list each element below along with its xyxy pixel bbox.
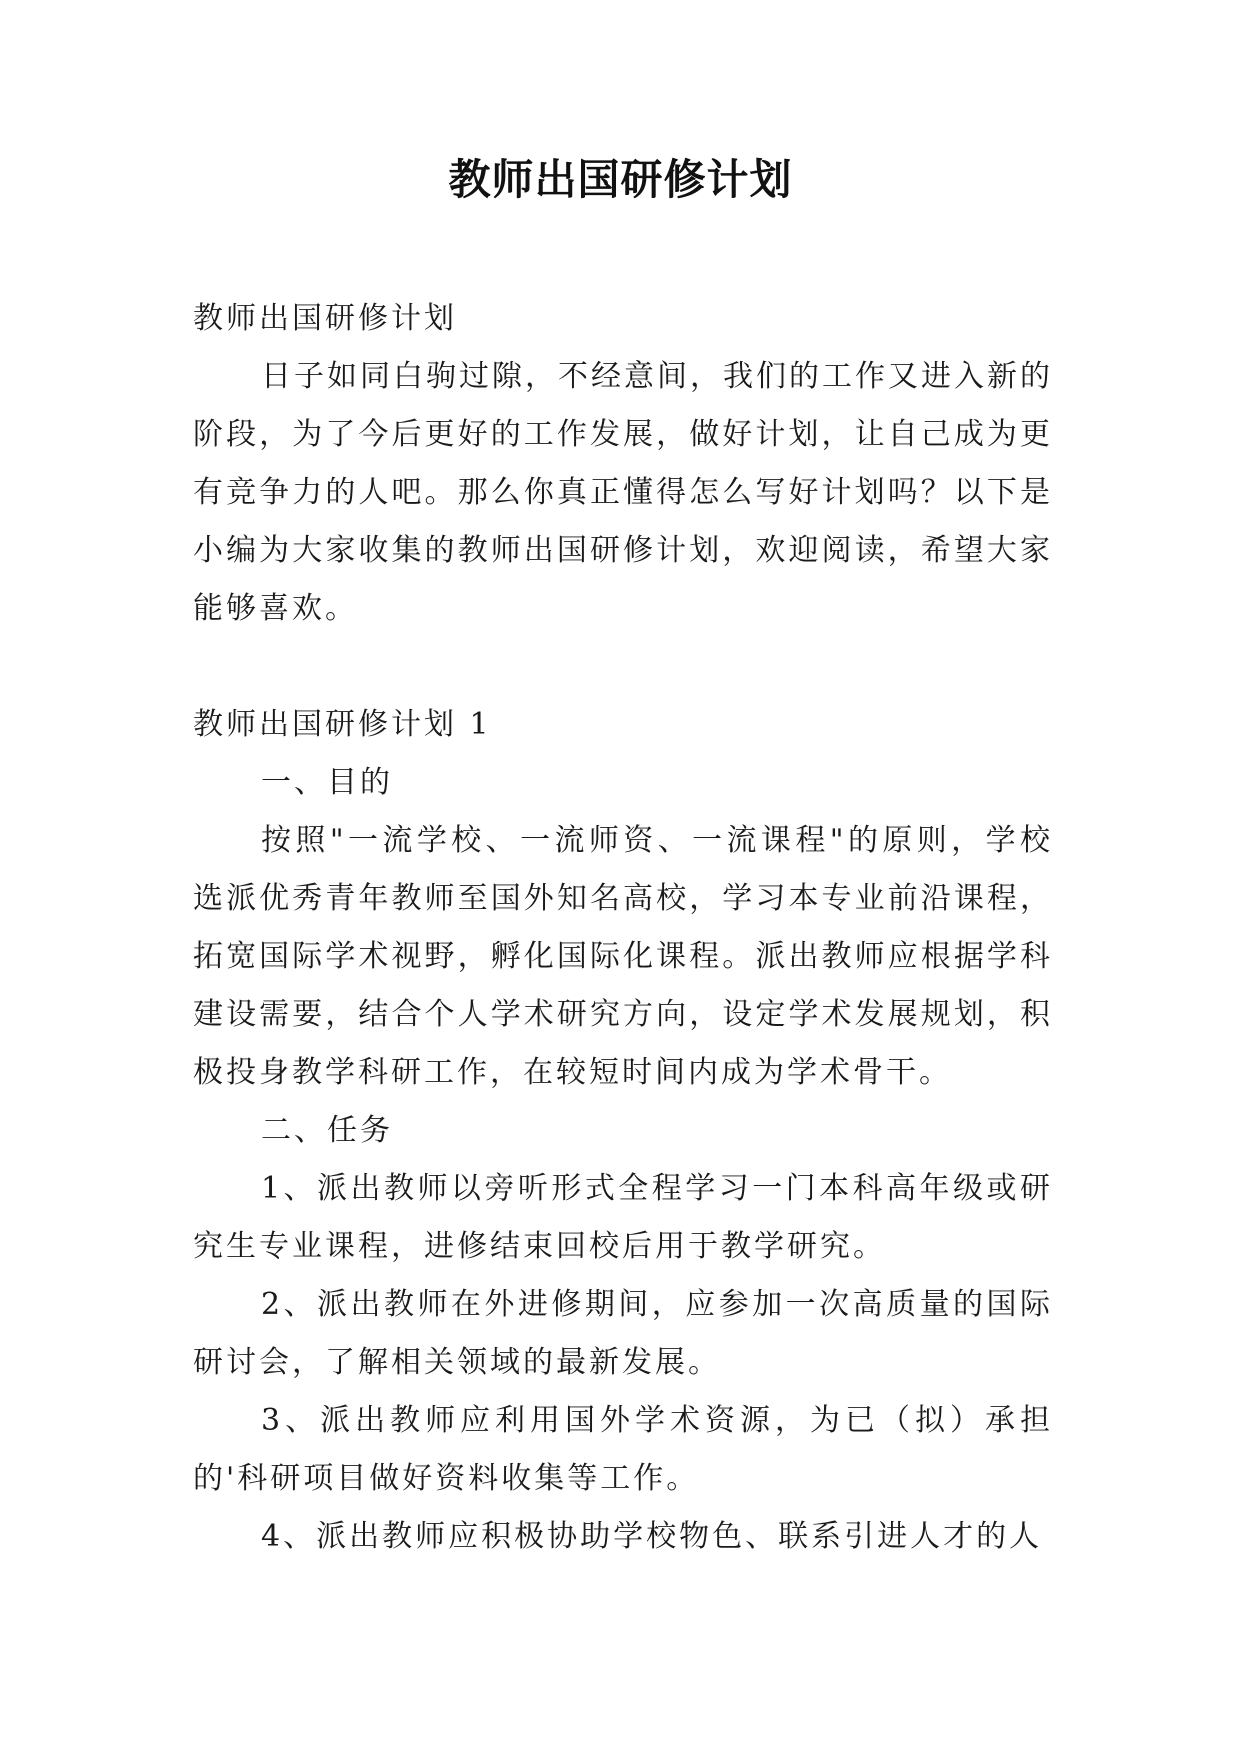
section-title: 教师出国研修计划 1 [193, 707, 492, 742]
document-body [193, 290, 1053, 1566]
task-item-1: 1、派出教师以旁听形式全程学习一门本科高年级或研究生专业课程，进修结束回校后用于教学研究。 [193, 1171, 1053, 1264]
paragraph-gap [193, 638, 1053, 696]
document-subtitle: 教师出国研修计划 [193, 301, 457, 336]
purpose-paragraph: 按照"一流学校、一流师资、一流课程"的原则，学校选派优秀青年教师至国外知名高校，学习本专业前沿课程，拓宽国际学术视野，孵化国际化课程。派出教师应根据学科建设需要，结合个人学术研究方向，设定学术发展规划，积极投身教学科研工作，在较短时间内成为学术骨干。 [193, 823, 1053, 1090]
intro-paragraph: 日子如同白驹过隙，不经意间，我们的工作又进入新的阶段，为了今后更好的工作发展，做好计划，让自己成为更有竞争力的人吧。那么你真正懂得怎么写好计划吗？以下是小编为大家收集的教师出国研修计划，欢迎阅读，希望大家能够喜欢。 [193, 359, 1053, 626]
tasks-heading: 二、任务 [261, 1113, 393, 1148]
task-item-4: 4、派出教师应积极协助学校物色、联系引进人才的人 [261, 1519, 1043, 1554]
task-item-2: 2、派出教师在外进修期间，应参加一次高质量的国际研讨会，了解相关领域的最新发展。 [193, 1287, 1053, 1380]
document-title: 教师出国研修计划 [448, 155, 793, 204]
task-item-3: 3、派出教师应利用国外学术资源，为已（拟）承担的'科研项目做好资料收集等工作。 [193, 1403, 1053, 1496]
purpose-heading: 一、目的 [261, 765, 393, 800]
